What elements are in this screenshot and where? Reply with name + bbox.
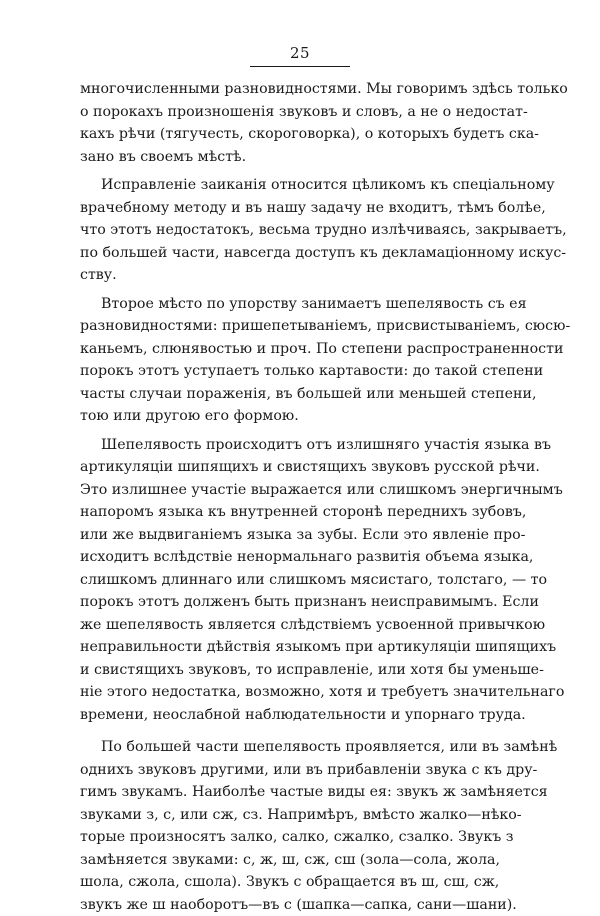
page-number-rule	[250, 66, 350, 67]
text-line: торые произносятъ залко, салко, сжалко, сзалко. Звукъ з	[80, 826, 490, 849]
text-line: времени, неослабной наблюдательности и упорнаго труда.	[80, 704, 490, 727]
text-line: зано въ своемъ мѣстѣ.	[80, 146, 490, 169]
text-line: По большей части шепелявость проявляется, или въ замѣнѣ	[80, 736, 490, 759]
text-line: по большей части, навсегда доступъ къ декламаціонному искус-	[80, 242, 490, 265]
text-line: замѣняется звуками: с, ж, ш, сж, сш (зола—сола, жола,	[80, 849, 490, 872]
page-number: 25	[0, 44, 600, 62]
text-line: и свистящихъ звуковъ, то исправленіе, или хотя бы уменьше-	[80, 659, 490, 682]
text-line: многочисленными разновидностями. Мы говоримъ здѣсь только	[80, 78, 490, 101]
text-line: порокъ этотъ уступаетъ только картавости: до такой степени	[80, 360, 490, 383]
text-line: звуками з, с, или сж, сз. Напримѣръ, вмѣсто жалко—нѣко-	[80, 804, 490, 827]
body-text	[80, 78, 490, 916]
text-line: Шепелявость происходитъ отъ излишняго участія языка въ	[80, 434, 490, 457]
text-line: артикуляціи шипящихъ и свистящихъ звуковъ русской рѣчи.	[80, 456, 490, 479]
text-line: звукъ же ш наоборотъ—въ с (шапка—сапка, сани—шани).	[80, 894, 490, 916]
text-line: неправильности дѣйствія языкомъ при артикуляціи шипящихъ	[80, 636, 490, 659]
text-line: что этотъ недостатокъ, весьма трудно излѣчиваясь, закрываетъ,	[80, 219, 490, 242]
text-line: ству.	[80, 264, 490, 287]
text-line: кахъ рѣчи (тягучесть, скороговорка), о которыхъ будетъ ска-	[80, 123, 490, 146]
text-line: Второе мѣсто по упорству занимаетъ шепелявость съ ея	[80, 293, 490, 316]
text-line: исходитъ вслѣдствіе ненормальнаго развитія объема языка,	[80, 546, 490, 569]
text-line: врачебному методу и въ нашу задачу не входитъ, тѣмъ болѣе,	[80, 197, 490, 220]
text-line: Исправленіе заиканія относится цѣликомъ къ спеціальному	[80, 174, 490, 197]
text-line: слишкомъ длиннаго или слишкомъ мясистаго, толстаго, — то	[80, 569, 490, 592]
text-line: о порокахъ произношенія звуковъ и словъ, а не о недостат-	[80, 101, 490, 124]
text-line: или же выдвиганіемъ языка за зубы. Если это явленіе про-	[80, 524, 490, 547]
text-line: порокъ этотъ долженъ быть признанъ неисправимымъ. Если	[80, 591, 490, 614]
text-line: тою или другою его формою.	[80, 405, 490, 428]
text-line: гимъ звукамъ. Наиболѣе частые виды ея: звукъ ж замѣняется	[80, 781, 490, 804]
text-line: однихъ звуковъ другими, или въ прибавленіи звука с къ дру-	[80, 759, 490, 782]
text-line: разновидностями: пришепетываніемъ, присвистываніемъ, сюсю-	[80, 315, 490, 338]
text-line: часты случаи пораженія, въ большей или меньшей степени,	[80, 383, 490, 406]
text-line: каньемъ, слюнявостью и проч. По степени распространенности	[80, 338, 490, 361]
text-line: ніе этого недостатка, возможно, хотя и требуетъ значительнаго	[80, 681, 490, 704]
text-line: шола, сжола, сшола). Звукъ с обращается въ ш, сш, сж,	[80, 871, 490, 894]
text-line: же шепелявость является слѣдствіемъ усвоенной привычкою	[80, 614, 490, 637]
text-line: Это излишнее участіе выражается или слишкомъ энергичнымъ	[80, 479, 490, 502]
text-line: напоромъ языка къ внутренней сторонѣ переднихъ зубовъ,	[80, 501, 490, 524]
